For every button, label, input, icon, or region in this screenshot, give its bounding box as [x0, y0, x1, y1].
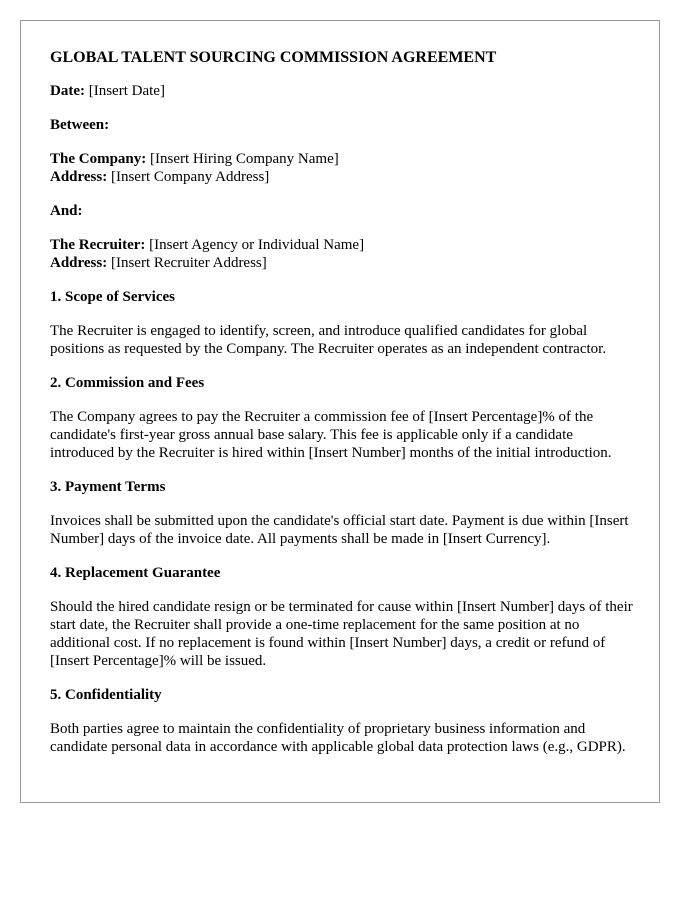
- section-body-scope: The Recruiter is engaged to identify, screen, and introduce qualified candidates for global positions as requested by the Company. The Recruiter operates as an independent contractor.: [50, 323, 607, 357]
- company-address-value: [Insert Company Address]: [110, 169, 270, 185]
- recruiter-label: The Recruiter:: [50, 237, 146, 253]
- document-title: GLOBAL TALENT SOURCING COMMISSION AGREEMENT: [50, 49, 497, 66]
- section-heading-commission: 2. Commission and Fees: [50, 375, 205, 391]
- between-label: Between:: [50, 117, 110, 133]
- section-heading-replacement: 4. Replacement Guarantee: [50, 565, 221, 581]
- company-label: The Company:: [50, 151, 147, 167]
- section-heading-confidentiality: 5. Confidentiality: [50, 687, 162, 703]
- date-label: Date:: [50, 83, 85, 99]
- section-heading-scope: 1. Scope of Services: [50, 289, 175, 305]
- date-value: [Insert Date]: [88, 83, 165, 99]
- document-page: [20, 20, 660, 803]
- section-body-payment: Invoices shall be submitted upon the candidate's official start date. Payment is due within [Insert Number] days of the invoice date. All payments shall be made in [Insert Currency].: [50, 513, 629, 547]
- section-body-commission: The Company agrees to pay the Recruiter a commission fee of [Insert Percentage]% of the candidate's first-year gross annual base salary. This fee is applicable only if a candidate introduced by the Recruiter is hired within [Insert Number] months of the initial introduction.: [50, 409, 612, 461]
- recruiter-block: [50, 236, 635, 272]
- recruiter-value: [Insert Agency or Individual Name]: [149, 237, 365, 253]
- recruiter-address-label: Address:: [50, 255, 108, 271]
- section-body-confidentiality: Both parties agree to maintain the confidentiality of proprietary business information and candidate personal data in accordance with applicable global data protection laws (e.g., GDPR).: [50, 721, 626, 755]
- recruiter-address-value: [Insert Recruiter Address]: [110, 255, 267, 271]
- and-label: And:: [50, 203, 83, 219]
- company-value: [Insert Hiring Company Name]: [150, 151, 339, 167]
- document-content: [50, 48, 635, 756]
- section-body-replacement: Should the hired candidate resign or be terminated for cause within [Insert Number] days of their start date, the Recruiter shall provide a one-time replacement for the same position at no additional cost. If no replacement is found within [Insert Number] days, a credit or refund of [Insert Percentage]% will be issued.: [50, 599, 633, 669]
- date-line: [50, 82, 635, 100]
- section-heading-payment: 3. Payment Terms: [50, 479, 166, 495]
- company-address-label: Address:: [50, 169, 108, 185]
- company-block: [50, 150, 635, 186]
